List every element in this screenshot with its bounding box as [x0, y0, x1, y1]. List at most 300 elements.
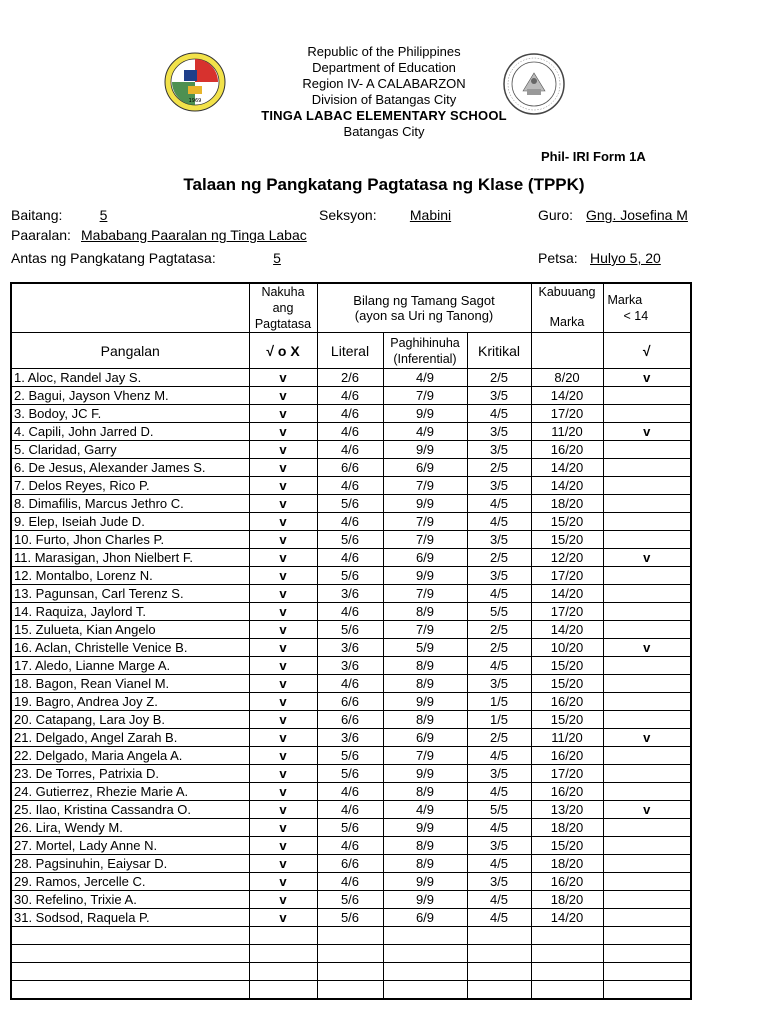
cell-below	[603, 459, 691, 477]
cell-inferential: 6/9	[383, 909, 467, 927]
cell-literal: 4/6	[317, 477, 383, 495]
cell-below	[603, 891, 691, 909]
cell-name: 23. De Torres, Patrixia D.	[11, 765, 249, 783]
cell-total: 8/20	[531, 369, 603, 387]
table-row	[11, 729, 691, 747]
guro-label: Guro:	[538, 207, 574, 223]
tppk-table	[10, 282, 692, 1000]
table-row	[11, 855, 691, 873]
cell-name: 3. Bodoy, JC F.	[11, 405, 249, 423]
cell-inferential: 7/9	[383, 387, 467, 405]
table-row	[11, 531, 691, 549]
cell-inferential: 7/9	[383, 531, 467, 549]
header-nakuha: Nakuha ang Pagtatasa	[249, 283, 317, 333]
cell-critical: 5/5	[467, 603, 531, 621]
cell-literal: 5/6	[317, 621, 383, 639]
cell-empty	[383, 981, 467, 1000]
cell-inferential: 8/9	[383, 657, 467, 675]
cell-name: 10. Furto, Jhon Charles P.	[11, 531, 249, 549]
cell-total: 15/20	[531, 657, 603, 675]
table-row	[11, 441, 691, 459]
header-bilang-label: Bilang ng Tamang Sagot	[353, 293, 495, 308]
cell-below	[603, 855, 691, 873]
petsa-value: Hulyo 5, 20	[590, 250, 661, 266]
cell-literal: 4/6	[317, 423, 383, 441]
table-row	[11, 675, 691, 693]
cell-name: 31. Sodsod, Raquela P.	[11, 909, 249, 927]
letterhead-line: Division of Batangas City	[311, 92, 457, 107]
cell-literal: 4/6	[317, 801, 383, 819]
cell-literal: 4/6	[317, 783, 383, 801]
cell-name: 16. Aclan, Christelle Venice B.	[11, 639, 249, 657]
form-code: Phil- IRI Form 1A	[541, 149, 646, 164]
table-row	[11, 801, 691, 819]
cell-took: v	[249, 873, 317, 891]
cell-critical: 3/5	[467, 675, 531, 693]
table-row	[11, 585, 691, 603]
cell-took: v	[249, 423, 317, 441]
petsa-label: Petsa:	[538, 250, 578, 266]
cell-inferential: 8/9	[383, 783, 467, 801]
table-row	[11, 549, 691, 567]
cell-critical: 4/5	[467, 819, 531, 837]
cell-took: v	[249, 639, 317, 657]
cell-name: 15. Zulueta, Kian Angelo	[11, 621, 249, 639]
cell-total: 14/20	[531, 585, 603, 603]
cell-total: 17/20	[531, 765, 603, 783]
cell-took: v	[249, 387, 317, 405]
cell-below: v	[603, 801, 691, 819]
cell-inferential: 7/9	[383, 585, 467, 603]
cell-inferential: 9/9	[383, 693, 467, 711]
table-row-empty	[11, 963, 691, 981]
cell-below: v	[603, 639, 691, 657]
cell-took: v	[249, 891, 317, 909]
header-marka-label: Marka	[607, 293, 643, 307]
cell-below	[603, 819, 691, 837]
cell-name: 22. Delgado, Maria Angela A.	[11, 747, 249, 765]
cell-took: v	[249, 513, 317, 531]
cell-took: v	[249, 765, 317, 783]
cell-name: 2. Bagui, Jayson Vhenz M.	[11, 387, 249, 405]
cell-took: v	[249, 549, 317, 567]
cell-empty	[249, 963, 317, 981]
cell-empty	[531, 927, 603, 945]
cell-critical: 3/5	[467, 765, 531, 783]
cell-literal: 4/6	[317, 873, 383, 891]
cell-inferential: 4/9	[383, 369, 467, 387]
cell-empty	[467, 963, 531, 981]
cell-name: 11. Marasigan, Jhon Nielbert F.	[11, 549, 249, 567]
cell-critical: 4/5	[467, 405, 531, 423]
cell-below: v	[603, 369, 691, 387]
cell-empty	[467, 927, 531, 945]
cell-empty	[383, 945, 467, 963]
cell-took: v	[249, 855, 317, 873]
cell-literal: 5/6	[317, 495, 383, 513]
cell-critical: 2/5	[467, 729, 531, 747]
cell-name: 4. Capili, John Jarred D.	[11, 423, 249, 441]
cell-below	[603, 387, 691, 405]
table-row	[11, 495, 691, 513]
cell-total: 10/20	[531, 639, 603, 657]
header-bilang	[317, 283, 531, 333]
cell-name: 26. Lira, Wendy M.	[11, 819, 249, 837]
cell-literal: 6/6	[317, 459, 383, 477]
table-body	[11, 369, 691, 1000]
table-row	[11, 891, 691, 909]
guro-value: Gng. Josefina M	[586, 207, 688, 223]
cell-inferential: 8/9	[383, 837, 467, 855]
table-row	[11, 765, 691, 783]
cell-literal: 6/6	[317, 693, 383, 711]
cell-below	[603, 909, 691, 927]
cell-literal: 2/6	[317, 369, 383, 387]
cell-total: 16/20	[531, 747, 603, 765]
cell-literal: 5/6	[317, 891, 383, 909]
cell-took: v	[249, 657, 317, 675]
cell-literal: 6/6	[317, 711, 383, 729]
cell-critical: 3/5	[467, 531, 531, 549]
header-kabuuang-sub: Marka	[549, 315, 585, 329]
cell-inferential: 8/9	[383, 855, 467, 873]
table-row	[11, 387, 691, 405]
table-row	[11, 747, 691, 765]
cell-empty	[249, 981, 317, 1000]
cell-name: 20. Catapang, Lara Joy B.	[11, 711, 249, 729]
cell-literal: 4/6	[317, 513, 383, 531]
table-row	[11, 711, 691, 729]
header-paghihinuha-sub: (Inferential)	[393, 351, 457, 366]
table-row	[11, 405, 691, 423]
cell-inferential: 8/9	[383, 711, 467, 729]
cell-name: 28. Pagsinuhin, Eaiysar D.	[11, 855, 249, 873]
header-paghihinuha-label: Paghihinuha	[390, 335, 460, 350]
cell-below	[603, 765, 691, 783]
cell-literal: 4/6	[317, 387, 383, 405]
header-check: √	[603, 333, 691, 369]
cell-total: 14/20	[531, 459, 603, 477]
cell-inferential: 6/9	[383, 729, 467, 747]
table-row	[11, 567, 691, 585]
cell-total: 16/20	[531, 783, 603, 801]
cell-name: 30. Refelino, Trixie A.	[11, 891, 249, 909]
cell-critical: 1/5	[467, 693, 531, 711]
cell-took: v	[249, 711, 317, 729]
cell-critical: 4/5	[467, 909, 531, 927]
cell-inferential: 7/9	[383, 621, 467, 639]
table-row	[11, 657, 691, 675]
cell-name: 13. Pagunsan, Carl Terenz S.	[11, 585, 249, 603]
cell-inferential: 7/9	[383, 513, 467, 531]
cell-critical: 4/5	[467, 657, 531, 675]
cell-name: 6. De Jesus, Alexander James S.	[11, 459, 249, 477]
cell-below: v	[603, 549, 691, 567]
cell-below	[603, 783, 691, 801]
cell-took: v	[249, 819, 317, 837]
cell-critical: 4/5	[467, 891, 531, 909]
cell-literal: 3/6	[317, 729, 383, 747]
cell-empty	[317, 981, 383, 1000]
cell-total: 16/20	[531, 873, 603, 891]
table-row-empty	[11, 981, 691, 1000]
page-title: Talaan ng Pangkatang Pagtatasa ng Klase (TPPK)	[183, 175, 585, 194]
cell-took: v	[249, 603, 317, 621]
cell-name: 25. Ilao, Kristina Cassandra O.	[11, 801, 249, 819]
cell-took: v	[249, 693, 317, 711]
school-name: TINGA LABAC ELEMENTARY SCHOOL	[261, 108, 507, 123]
cell-critical: 3/5	[467, 387, 531, 405]
cell-inferential: 6/9	[383, 549, 467, 567]
cell-literal: 4/6	[317, 549, 383, 567]
cell-inferential: 4/9	[383, 801, 467, 819]
cell-critical: 3/5	[467, 567, 531, 585]
cell-inferential: 9/9	[383, 405, 467, 423]
cell-empty	[603, 945, 691, 963]
letterhead-line: Department of Education	[312, 60, 456, 75]
cell-literal: 3/6	[317, 639, 383, 657]
table-row	[11, 477, 691, 495]
cell-empty	[531, 981, 603, 1000]
cell-critical: 1/5	[467, 711, 531, 729]
cell-empty	[383, 963, 467, 981]
cell-inferential: 6/9	[383, 459, 467, 477]
cell-critical: 4/5	[467, 855, 531, 873]
cell-critical: 3/5	[467, 873, 531, 891]
cell-total: 13/20	[531, 801, 603, 819]
cell-empty	[603, 963, 691, 981]
cell-empty	[603, 981, 691, 1000]
svg-text:1969: 1969	[188, 98, 202, 104]
cell-below	[603, 621, 691, 639]
cell-literal: 4/6	[317, 441, 383, 459]
cell-name: 1. Aloc, Randel Jay S.	[11, 369, 249, 387]
cell-took: v	[249, 909, 317, 927]
cell-total: 18/20	[531, 819, 603, 837]
header-marka	[603, 283, 691, 333]
cell-critical: 4/5	[467, 513, 531, 531]
cell-empty	[603, 927, 691, 945]
cell-below	[603, 873, 691, 891]
cell-took: v	[249, 405, 317, 423]
cell-literal: 4/6	[317, 675, 383, 693]
header-kritikal: Kritikal	[467, 333, 531, 369]
baitang-value: 5	[99, 207, 108, 223]
cell-name: 9. Elep, Iseiah Jude D.	[11, 513, 249, 531]
cell-total: 11/20	[531, 423, 603, 441]
cell-took: v	[249, 531, 317, 549]
cell-below	[603, 747, 691, 765]
header-blank-total	[531, 333, 603, 369]
cell-name: 17. Aledo, Lianne Marge A.	[11, 657, 249, 675]
cell-total: 14/20	[531, 621, 603, 639]
letterhead-line: Republic of the Philippines	[307, 44, 461, 59]
cell-took: v	[249, 585, 317, 603]
cell-empty	[383, 927, 467, 945]
cell-literal: 5/6	[317, 909, 383, 927]
table-row	[11, 513, 691, 531]
header-blank	[11, 283, 249, 333]
cell-literal: 4/6	[317, 837, 383, 855]
table-row	[11, 783, 691, 801]
cell-took: v	[249, 369, 317, 387]
cell-total: 15/20	[531, 531, 603, 549]
cell-critical: 4/5	[467, 783, 531, 801]
cell-total: 14/20	[531, 387, 603, 405]
cell-critical: 2/5	[467, 459, 531, 477]
cell-total: 16/20	[531, 693, 603, 711]
cell-inferential: 7/9	[383, 747, 467, 765]
letterhead-line: Region IV- A CALABARZON	[302, 76, 466, 91]
cell-critical: 2/5	[467, 621, 531, 639]
cell-took: v	[249, 747, 317, 765]
cell-below	[603, 585, 691, 603]
header-vox: √ o X	[249, 333, 317, 369]
table-row-empty	[11, 945, 691, 963]
table-row	[11, 819, 691, 837]
cell-took: v	[249, 729, 317, 747]
cell-total: 14/20	[531, 477, 603, 495]
cell-total: 12/20	[531, 549, 603, 567]
cell-below	[603, 711, 691, 729]
table-row-empty	[11, 927, 691, 945]
cell-total: 16/20	[531, 441, 603, 459]
cell-inferential: 8/9	[383, 603, 467, 621]
cell-literal: 3/6	[317, 585, 383, 603]
header-paghihinuha	[383, 333, 467, 369]
header-pangalan: Pangalan	[11, 333, 249, 369]
cell-empty	[11, 945, 249, 963]
cell-critical: 2/5	[467, 369, 531, 387]
cell-inferential: 4/9	[383, 423, 467, 441]
cell-took: v	[249, 675, 317, 693]
table-row	[11, 909, 691, 927]
cell-inferential: 9/9	[383, 495, 467, 513]
cell-name: 27. Mortel, Lady Anne N.	[11, 837, 249, 855]
cell-took: v	[249, 477, 317, 495]
cell-literal: 6/6	[317, 855, 383, 873]
table-row	[11, 459, 691, 477]
cell-total: 15/20	[531, 513, 603, 531]
cell-name: 14. Raquiza, Jaylord T.	[11, 603, 249, 621]
cell-critical: 2/5	[467, 639, 531, 657]
cell-below	[603, 405, 691, 423]
cell-critical: 4/5	[467, 585, 531, 603]
cell-critical: 3/5	[467, 837, 531, 855]
cell-name: 18. Bagon, Rean Vianel M.	[11, 675, 249, 693]
cell-empty	[317, 963, 383, 981]
cell-below	[603, 477, 691, 495]
cell-critical: 3/5	[467, 423, 531, 441]
paaralan-label: Paaralan:	[11, 227, 71, 243]
table-row	[11, 639, 691, 657]
cell-took: v	[249, 783, 317, 801]
cell-inferential: 9/9	[383, 441, 467, 459]
cell-inferential: 8/9	[383, 675, 467, 693]
cell-literal: 5/6	[317, 765, 383, 783]
cell-total: 17/20	[531, 567, 603, 585]
cell-name: 19. Bagro, Andrea Joy Z.	[11, 693, 249, 711]
cell-total: 18/20	[531, 855, 603, 873]
cell-below	[603, 441, 691, 459]
cell-total: 17/20	[531, 405, 603, 423]
cell-critical: 3/5	[467, 441, 531, 459]
cell-took: v	[249, 441, 317, 459]
cell-critical: 2/5	[467, 549, 531, 567]
cell-below	[603, 657, 691, 675]
cell-inferential: 9/9	[383, 567, 467, 585]
cell-took: v	[249, 621, 317, 639]
cell-below	[603, 495, 691, 513]
cell-name: 5. Claridad, Garry	[11, 441, 249, 459]
cell-took: v	[249, 837, 317, 855]
header-bilang-sub: (ayon sa Uri ng Tanong)	[354, 308, 494, 323]
cell-below	[603, 693, 691, 711]
antas-value: 5	[273, 250, 281, 266]
cell-literal: 5/6	[317, 747, 383, 765]
table-row	[11, 369, 691, 387]
cell-literal: 5/6	[317, 531, 383, 549]
cell-total: 14/20	[531, 909, 603, 927]
cell-took: v	[249, 801, 317, 819]
table-row	[11, 693, 691, 711]
cell-below	[603, 567, 691, 585]
cell-critical: 4/5	[467, 747, 531, 765]
cell-below	[603, 603, 691, 621]
cell-empty	[467, 945, 531, 963]
cell-critical: 4/5	[467, 495, 531, 513]
cell-empty	[467, 981, 531, 1000]
cell-empty	[317, 927, 383, 945]
header-kabuuang	[531, 283, 603, 333]
header-kabuuang-label: Kabuuang	[538, 285, 596, 299]
cell-literal: 3/6	[317, 657, 383, 675]
cell-empty	[11, 963, 249, 981]
cell-empty	[11, 981, 249, 1000]
cell-inferential: 9/9	[383, 891, 467, 909]
cell-empty	[249, 927, 317, 945]
antas-label: Antas ng Pangkatang Pagtatasa:	[11, 250, 216, 266]
cell-took: v	[249, 567, 317, 585]
cell-critical: 5/5	[467, 801, 531, 819]
cell-inferential: 7/9	[383, 477, 467, 495]
cell-name: 12. Montalbo, Lorenz N.	[11, 567, 249, 585]
cell-empty	[11, 927, 249, 945]
letterhead	[0, 44, 768, 140]
cell-critical: 3/5	[467, 477, 531, 495]
paaralan-value: Mababang Paaralan ng Tinga Labac	[81, 227, 307, 243]
baitang-label: Baitang:	[11, 207, 63, 223]
table-row	[11, 423, 691, 441]
school-city: Batangas City	[343, 124, 425, 139]
cell-literal: 4/6	[317, 405, 383, 423]
cell-below	[603, 531, 691, 549]
cell-name: 7. Delos Reyes, Rico P.	[11, 477, 249, 495]
cell-name: 21. Delgado, Angel Zarah B.	[11, 729, 249, 747]
cell-total: 17/20	[531, 603, 603, 621]
cell-name: 8. Dimafilis, Marcus Jethro C.	[11, 495, 249, 513]
cell-inferential: 9/9	[383, 765, 467, 783]
table-row	[11, 837, 691, 855]
cell-below	[603, 513, 691, 531]
cell-took: v	[249, 459, 317, 477]
cell-total: 18/20	[531, 495, 603, 513]
cell-total: 11/20	[531, 729, 603, 747]
header-literal: Literal	[317, 333, 383, 369]
cell-literal: 5/6	[317, 819, 383, 837]
cell-inferential: 9/9	[383, 873, 467, 891]
table-row	[11, 621, 691, 639]
